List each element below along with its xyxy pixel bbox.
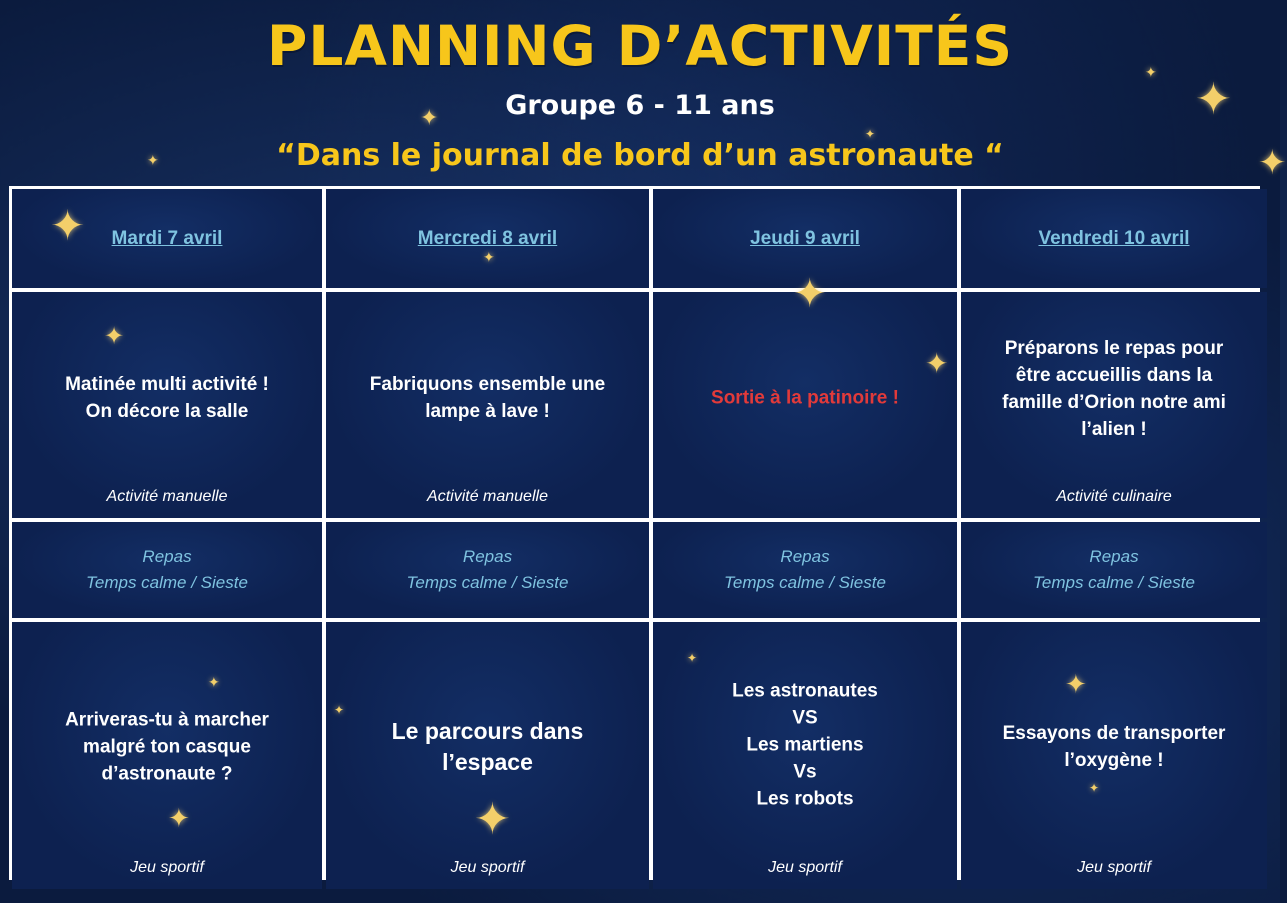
afternoon-activity-cell — [961, 622, 1267, 889]
day-header-cell — [961, 189, 1267, 288]
sparkle-star-icon: ✦ — [474, 794, 511, 845]
rest-line: Temps calme / Sieste — [406, 573, 569, 592]
activity-type: Jeu sportif — [450, 859, 525, 876]
day-header-cell — [326, 189, 649, 288]
activity-schedule-table — [9, 186, 1260, 880]
day-link[interactable]: Jeudi 9 avril — [750, 227, 860, 249]
sparkle-star-icon: ✦ — [104, 322, 125, 350]
activity-type: Activité culinaire — [1056, 488, 1172, 505]
day-link[interactable]: Mardi 7 avril — [111, 227, 223, 249]
activity-type: Jeu sportif — [1077, 859, 1151, 876]
activity-type: Jeu sportif — [130, 859, 204, 876]
sparkle-star-icon: ✦ — [50, 201, 86, 250]
activity-type: Activité manuelle — [427, 488, 548, 505]
activity-text: Le parcours dans l’espace — [391, 718, 584, 776]
meal-text — [653, 544, 957, 596]
morning-activity-cell — [326, 292, 649, 518]
sparkle-star-icon: ✦ — [334, 703, 345, 717]
activity-type: Activité manuelle — [106, 488, 228, 505]
rest-line: Temps calme / Sieste — [724, 573, 886, 592]
group-subtitle: Groupe 6 - 11 ans — [505, 90, 775, 121]
afternoon-activity-cell — [326, 622, 649, 889]
activity-text: Fabriquons ensemble une lampe à lave ! — [369, 374, 606, 423]
day-header-cell — [653, 189, 957, 288]
activity-text: Matinée multi activité ! On décore la salle — [65, 374, 269, 423]
afternoon-activity-cell — [653, 622, 957, 889]
sparkle-star-icon: ✦ — [1258, 143, 1287, 183]
morning-activity-cell — [12, 292, 322, 518]
sparkle-star-icon: ✦ — [1145, 65, 1157, 81]
sparkle-star-icon: ✦ — [208, 675, 220, 691]
meal-line: Repas — [462, 547, 513, 566]
midday-cell — [961, 522, 1267, 618]
activity-text: Préparons le repas pour être accueillis dans la famille d’Orion notre ami l’alien ! — [1002, 338, 1226, 441]
sparkle-star-icon: ✦ — [687, 651, 698, 665]
morning-activity-cell — [653, 271, 957, 518]
meal-text — [961, 544, 1267, 596]
sparkle-star-icon: ✦ — [1089, 781, 1100, 795]
meal-line: Repas — [142, 547, 192, 566]
sparkle-star-icon: ✦ — [865, 127, 876, 141]
meal-line: Repas — [1089, 547, 1139, 566]
afternoon-activity-cell — [12, 622, 322, 889]
page-title: PLANNING D’ACTIVITÉS — [267, 14, 1013, 78]
activity-text: Essayons de transporter l’oxygène ! — [1002, 723, 1226, 772]
day-link[interactable]: Vendredi 10 avril — [1038, 227, 1190, 249]
activity-text: Les astronautes VS Les martiens Vs Les robots — [732, 680, 878, 810]
meal-line: Repas — [780, 547, 830, 566]
morning-activity-cell — [961, 292, 1267, 518]
activity-type: Jeu sportif — [768, 859, 842, 876]
theme-title: “Dans le journal de bord d’un astronaute “ — [276, 138, 1004, 173]
midday-cell — [326, 522, 649, 618]
midday-cell — [653, 522, 957, 618]
rest-line: Temps calme / Sieste — [86, 573, 248, 592]
sparkle-star-icon: ✦ — [1065, 670, 1087, 700]
day-header-cell — [12, 189, 322, 288]
sparkle-star-icon: ✦ — [168, 804, 190, 834]
sparkle-star-icon: ✦ — [420, 106, 439, 131]
midday-cell — [12, 522, 322, 618]
sparkle-star-icon: ✦ — [793, 271, 827, 317]
sparkle-star-icon: ✦ — [147, 153, 159, 169]
activity-text: Arriveras-tu à marcher malgré ton casque d’astronaute ? — [65, 709, 269, 785]
meal-text — [326, 544, 649, 596]
activity-text: Sortie à la patinoire ! — [711, 387, 899, 409]
day-link[interactable]: Mercredi 8 avril — [417, 227, 558, 249]
sparkle-star-icon: ✦ — [483, 250, 495, 266]
rest-line: Temps calme / Sieste — [1033, 573, 1195, 592]
header — [0, 0, 1280, 186]
meal-text — [12, 544, 322, 596]
sparkle-star-icon: ✦ — [1195, 74, 1232, 125]
sparkle-star-icon: ✦ — [925, 347, 949, 380]
